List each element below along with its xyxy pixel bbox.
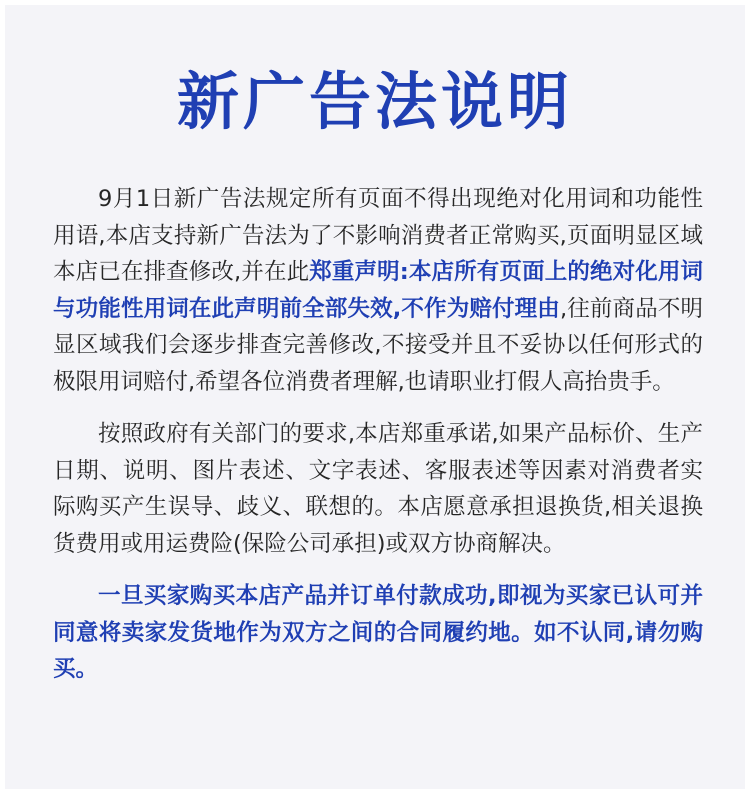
solemn-declaration-highlight: 郑重声明:本店所有页面上的绝对化用词与功能性用词在此声明前全部失效,不作为赔付理由 [53,259,704,322]
paragraph-contract-location [53,578,703,688]
paragraph-ad-law-text-1: 9月1日新广告法规定所有页面不得出现绝对化用词和功能性用语,本店支持新广告法为了不影响消费者正常购买,页面明显区域本店已在排查修改,并在此 [53,186,703,285]
paragraph-ad-law-statement [53,181,703,400]
notice-card [5,5,745,789]
paragraph-return-policy-text: 按照政府有关部门的要求,本店郑重承诺,如果产品标价、生产日期、说明、图片表述、文字表述、客服表述等因素对消费者实际购买产生误导、歧义、联想的。本店愿意承担退换货,相关退换货费用或用运费险(保险公司承担)或双方协商解决。 [53,421,703,557]
notice-content [53,181,703,688]
paragraph-ad-law-text-2: ,往前商品不明显区域我们会逐步排查完善修改,不接受并且不妥协以任何形式的极限用词赔付,希望各位消费者理解,也请职业打假人高抬贵手。 [53,295,703,395]
page-title: 新广告法说明 [176,65,573,138]
paragraph-return-policy [53,416,703,562]
contract-location-highlight: 一旦买家购买本店产品并订单付款成功,即视为买家已认可并同意将卖家发货地作为双方之间的合同履约地。如不认同,请勿购买。 [53,583,703,682]
